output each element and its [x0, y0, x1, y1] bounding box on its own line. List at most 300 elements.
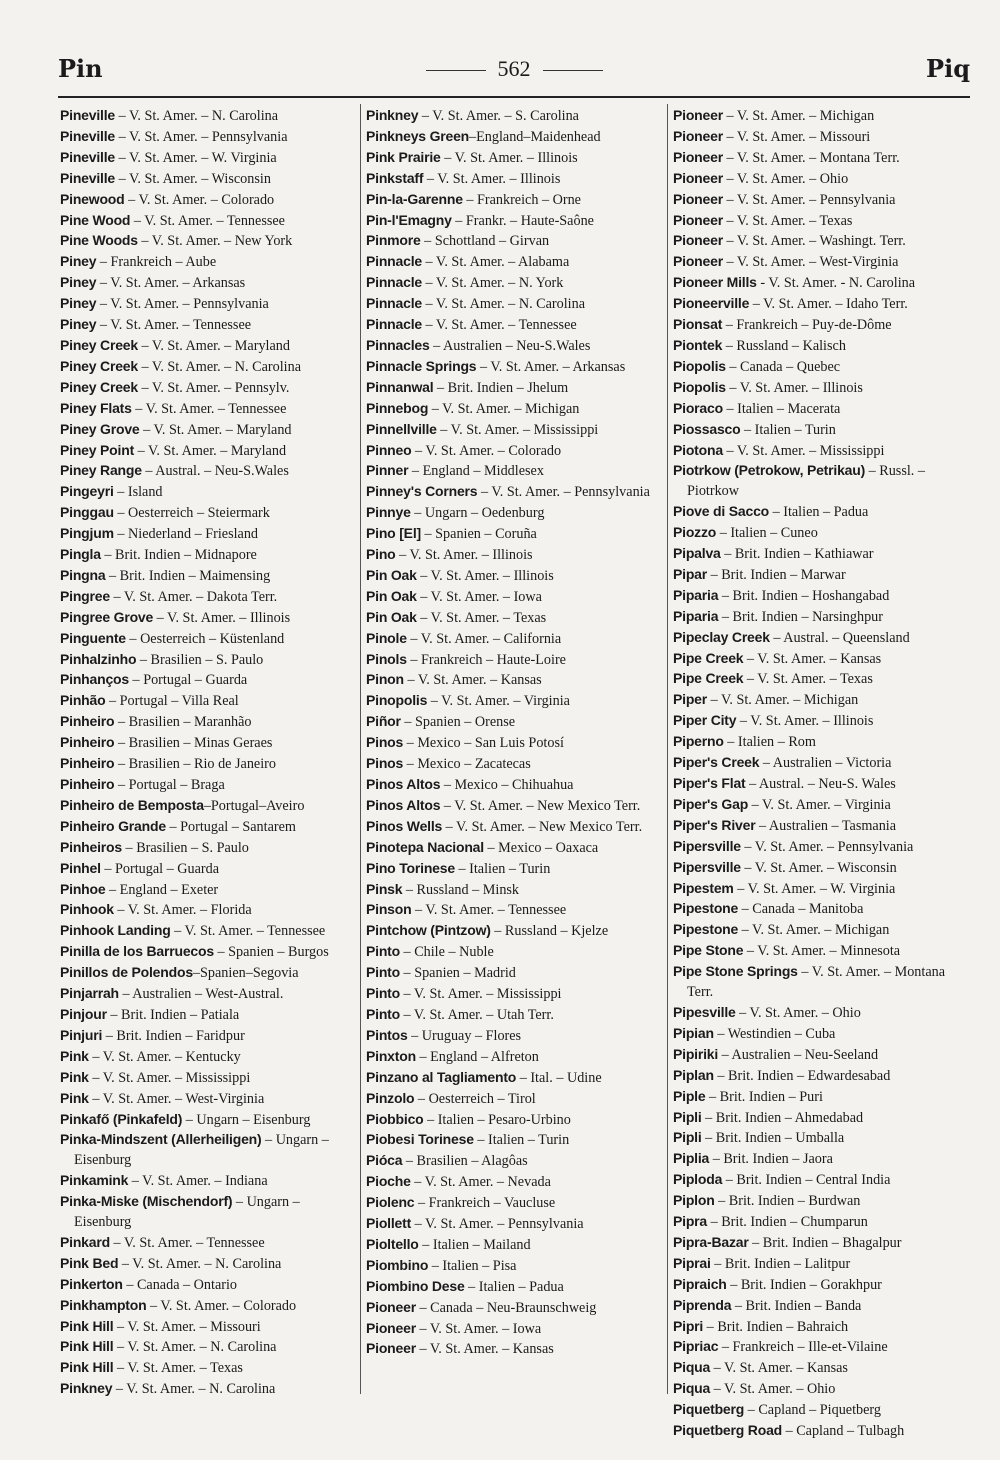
- place-location: – V. St. Amer. – Texas: [743, 671, 873, 688]
- place-name: Pinos: [366, 734, 404, 751]
- gazetteer-entry: [366, 503, 662, 524]
- gazetteer-entry: [673, 294, 967, 315]
- place-location: – Mexico – San Luis Potosí: [403, 735, 564, 752]
- gazetteer-entry: [60, 608, 352, 629]
- gazetteer-entry: [60, 670, 352, 691]
- place-location: – Niederland – Friesland: [113, 526, 259, 543]
- gazetteer-entry: [60, 1068, 352, 1089]
- place-name: Piper City: [673, 712, 737, 729]
- place-location: – V. St. Amer. – Wisconsin: [115, 170, 271, 187]
- place-location: – Oesterreich – Küstenland: [125, 630, 285, 647]
- place-name: Piombino Dese: [366, 1277, 465, 1294]
- place-location: – Brit. Indien – Jaora: [709, 1151, 833, 1168]
- gazetteer-entry: [366, 838, 662, 859]
- place-location: – Russland – Minsk: [402, 881, 520, 898]
- place-location: – V. St. Amer. – Illinois: [725, 379, 863, 396]
- place-location: – Brit. Indien – Patiala: [106, 1006, 240, 1023]
- place-location: – Portugal – Villa Real: [105, 693, 239, 710]
- gazetteer-entry: [673, 816, 967, 837]
- place-location: – Austral. – Queensland: [769, 629, 910, 646]
- gazetteer-entry: [60, 691, 352, 712]
- place-location: - V. St. Amer. - N. Carolina: [756, 275, 916, 292]
- place-location: – Schottland – Girvan: [420, 233, 550, 250]
- place-name: Pipiriki: [673, 1045, 719, 1062]
- gazetteer-entry: [366, 1193, 662, 1214]
- gazetteer-entry: [60, 461, 352, 482]
- place-location: – Brasilien – Maranhão: [114, 714, 252, 731]
- place-location: – England – Alfreton: [415, 1048, 539, 1065]
- gazetteer-entry: [366, 629, 662, 650]
- gazetteer-entry: [60, 984, 352, 1005]
- place-name: Pipian: [673, 1024, 714, 1041]
- gazetteer-entry: [366, 169, 662, 190]
- place-name: Piney Range: [60, 462, 142, 479]
- place-location: – V. St. Amer. – Colorado: [411, 442, 562, 459]
- place-location: – V. St. Amer. – Minnesota: [743, 943, 901, 960]
- place-name: Pinto: [366, 943, 400, 960]
- gazetteer-entry: [366, 190, 662, 211]
- place-location: – Spanien – Orense: [400, 714, 516, 731]
- place-location: – Chile – Nuble: [400, 944, 494, 961]
- gazetteer-entry: [673, 732, 967, 753]
- gazetteer-entry: [60, 1089, 352, 1110]
- gazetteer-entry: [673, 607, 967, 628]
- place-name: Piney Flats: [60, 399, 132, 416]
- place-name: Pipestem: [673, 879, 734, 896]
- place-name: Pipra-Bazar: [673, 1233, 749, 1250]
- place-location: – Brit. Indien – Jhelum: [433, 379, 569, 396]
- gazetteer-entry: [366, 712, 662, 733]
- place-name: Piotona: [673, 441, 723, 458]
- gazetteer-entry: [366, 775, 662, 796]
- place-name: Pintos: [366, 1026, 408, 1043]
- place-name: Pinillos de Polendos: [60, 964, 193, 981]
- gazetteer-entry: [673, 441, 967, 462]
- place-location: – V. St. Amer. – New Mexico Terr.: [440, 797, 641, 814]
- place-name: Pinopolis: [366, 692, 428, 709]
- place-location: – Brit. Indien – Umballa: [701, 1130, 845, 1147]
- place-name: Pino [El]: [366, 525, 421, 542]
- place-location: – V. St. Amer. – Wisconsin: [740, 859, 897, 876]
- place-name: Pinheiro: [60, 713, 115, 730]
- header-dash-left: [426, 70, 486, 71]
- header-rule: [58, 96, 970, 98]
- place-name: Pinney's Corners: [366, 483, 478, 500]
- gazetteer-entry: [60, 1047, 352, 1068]
- place-name: Piparia: [673, 586, 719, 603]
- place-location: – V. St. Amer. – Pennsylvania: [477, 484, 650, 501]
- place-name: Pinner: [366, 462, 409, 479]
- column-3: [673, 106, 967, 1442]
- gazetteer-entry: [673, 858, 967, 879]
- place-location: – V. St. Amer. – Texas: [113, 1360, 243, 1377]
- place-name: Pineville: [60, 107, 116, 123]
- place-location: – V. St. Amer. – New York: [137, 233, 293, 250]
- gazetteer-entry: [673, 399, 967, 420]
- gazetteer-entry: [60, 1005, 352, 1026]
- place-location: – Mexico – Zacatecas: [403, 756, 531, 773]
- place-location: – Brit. Indien – Burdwan: [714, 1193, 861, 1210]
- running-head-left: Pin: [58, 54, 103, 83]
- place-name: Piplan: [673, 1066, 714, 1083]
- place-location: – Australien – Tasmania: [755, 817, 897, 834]
- place-name: Piple: [673, 1087, 706, 1104]
- place-location: – V. St. Amer. – Texas: [722, 212, 853, 229]
- place-location: – V. St. Amer. – Ohio: [735, 1004, 861, 1021]
- place-location: – V. St. Amer. – Pennsylvania: [722, 191, 896, 208]
- page-number-block: [58, 56, 970, 82]
- place-location: – Brit. Indien – Bhagalpur: [748, 1234, 902, 1251]
- gazetteer-entry: [60, 252, 352, 273]
- place-name: Piollett: [366, 1215, 412, 1232]
- place-location: – Canada – Neu-Braunschweig: [415, 1299, 597, 1316]
- place-name: Piney: [60, 253, 97, 270]
- place-location: – Australien – West-Austral.: [118, 986, 284, 1003]
- place-name: Pinkard: [60, 1233, 110, 1250]
- gazetteer-entry: [366, 566, 662, 587]
- place-location: –England–Maidenhead: [469, 128, 601, 145]
- place-location: – Russl. – Piotrkow: [687, 463, 925, 500]
- place-location: – V. St. Amer. – N. Carolina: [118, 1255, 282, 1272]
- gazetteer-entry: [60, 441, 352, 462]
- place-location: – Canada – Quebec: [725, 358, 841, 375]
- place-name: Pinjuri: [60, 1026, 103, 1043]
- place-location: – V. St. Amer. – W. Virginia: [115, 149, 277, 166]
- place-location: – V. St. Amer. – S. Carolina: [418, 108, 579, 124]
- gazetteer-entry: [673, 899, 967, 920]
- place-name: Pinto: [366, 985, 400, 1002]
- place-location: – V. St. Amer. – Dakota Terr.: [109, 588, 278, 605]
- place-location: – Frankr. – Haute-Saône: [451, 212, 594, 229]
- gazetteer-entry: [366, 733, 662, 754]
- place-location: – Frankreich – Orne: [462, 191, 581, 208]
- place-name: Pinkhampton: [60, 1296, 147, 1313]
- place-location: – Brasilien – S. Paulo: [136, 651, 264, 668]
- place-name: Piotrkow (Petrokow, Petrikau): [673, 462, 866, 479]
- place-location: – Portugal – Santarem: [165, 818, 296, 835]
- place-name: Pinheiro Grande: [60, 817, 166, 834]
- place-name: Pinotepa Nacional: [366, 838, 484, 855]
- place-location: – V. St. Amer. – Indiana: [128, 1173, 268, 1190]
- place-location: – Australien – Victoria: [759, 755, 892, 772]
- place-name: Pineville: [60, 148, 116, 165]
- place-location: – V. St. Amer. – Florida: [113, 902, 252, 919]
- place-location: – Ungarn – Oedenburg: [410, 505, 545, 522]
- gazetteer-entry: [366, 608, 662, 629]
- place-location: – V. St. Amer. – Missouri: [722, 128, 871, 145]
- place-location: – Italien – Cuneo: [716, 525, 818, 542]
- gazetteer-entry: [673, 1212, 967, 1233]
- gazetteer-entry: [366, 1172, 662, 1193]
- place-name: Pipraich: [673, 1275, 727, 1292]
- gazetteer-entry: [60, 712, 352, 733]
- gazetteer-entry: [673, 774, 967, 795]
- place-name: Piper's Gap: [673, 795, 749, 812]
- place-location: – V. St. Amer. – Kansas: [743, 650, 882, 667]
- place-name: Pipli: [673, 1129, 702, 1146]
- gazetteer-entry: [366, 357, 662, 378]
- place-name: Pipe Stone: [673, 942, 744, 959]
- gazetteer-entry: [60, 796, 352, 817]
- gazetteer-entry: [60, 315, 352, 336]
- place-location: – V. St. Amer. – Texas: [416, 609, 547, 626]
- place-location: – V. St. Amer. – Maryland: [139, 421, 292, 438]
- gazetteer-entry: [673, 1108, 967, 1129]
- place-name: Piombino: [366, 1256, 429, 1273]
- place-location: – Oesterreich – Tirol: [414, 1090, 536, 1107]
- place-location: – Italien – Turin: [454, 860, 551, 877]
- place-location: – Mexico – Oaxaca: [483, 839, 599, 856]
- place-location: – Brit. Indien – Lalitpur: [710, 1255, 851, 1272]
- place-location: – Australien – Neu-S.Wales: [429, 337, 591, 354]
- place-location: – Brit. Indien – Gorakhpur: [726, 1276, 882, 1293]
- gazetteer-entry: [673, 1421, 967, 1442]
- gazetteer-entry: [366, 1277, 662, 1298]
- place-location: – Brit. Indien – Narsinghpur: [718, 608, 884, 625]
- place-location: – Italien – Mailand: [418, 1236, 531, 1253]
- gazetteer-entry: [673, 1358, 967, 1379]
- place-name: Pioneer: [673, 169, 723, 186]
- gazetteer-entry: [60, 231, 352, 252]
- place-name: Piprenda: [673, 1296, 732, 1313]
- gazetteer-entry: [60, 587, 352, 608]
- place-name: Pipersville: [673, 858, 741, 875]
- place-location: – V. St. Amer. – Mississippi: [88, 1069, 251, 1086]
- place-name: Pinnacle Springs: [366, 357, 477, 374]
- gazetteer-entry: [366, 984, 662, 1005]
- place-name: Piquetberg Road: [673, 1422, 783, 1439]
- place-location: – Brit. Indien – Banda: [731, 1297, 862, 1314]
- gazetteer-entry: [366, 942, 662, 963]
- gazetteer-entry: [366, 336, 662, 357]
- gazetteer-entry: [60, 190, 352, 211]
- place-name: Pipar: [673, 565, 708, 582]
- gazetteer-entry: [673, 1400, 967, 1421]
- gazetteer-entry: [673, 273, 967, 294]
- place-name: Piney: [60, 316, 97, 333]
- gazetteer-entry: [60, 629, 352, 650]
- place-name: Piper's River: [673, 816, 756, 833]
- header-dash-right: [543, 70, 603, 71]
- place-name: Pioneer Mills: [673, 274, 757, 291]
- gazetteer-entry: [60, 399, 352, 420]
- place-name: Pinnanwal: [366, 378, 434, 395]
- place-location: – Canada – Manitoba: [738, 901, 864, 918]
- gazetteer-entry: [673, 1275, 967, 1296]
- place-location: – Italien – Padua: [769, 504, 869, 521]
- place-name: Pipe Creek: [673, 670, 744, 687]
- place-location: – V. St. Amer. – Tennessee: [411, 902, 567, 919]
- gazetteer-entry: [60, 775, 352, 796]
- gazetteer-entry: [673, 690, 967, 711]
- place-name: Piqua: [673, 1359, 711, 1376]
- place-name: Pino Torinese: [366, 859, 455, 876]
- place-name: Pineville: [60, 169, 116, 186]
- place-location: – V. St. Amer. – Tennessee: [130, 212, 285, 229]
- place-name: Pinnacle: [366, 274, 422, 291]
- place-location: – Ungarn – Eisenburg: [74, 1194, 300, 1231]
- place-location: – V. St. Amer. – Ohio: [722, 170, 849, 187]
- place-name: Pioneer: [673, 232, 723, 249]
- place-name: Piney Point: [60, 441, 135, 458]
- gazetteer-entry: [366, 650, 662, 671]
- place-name: Pioltello: [366, 1235, 419, 1252]
- column-divider: [667, 104, 668, 1394]
- place-location: – Brit. Indien – Puri: [705, 1088, 823, 1105]
- gazetteer-entry: [673, 169, 967, 190]
- gazetteer-entry: [366, 1319, 662, 1340]
- place-name: Piqua: [673, 1380, 711, 1397]
- gazetteer-entry: [673, 252, 967, 273]
- place-name: Pipestone: [673, 921, 739, 938]
- place-location: – England – Middlesex: [408, 463, 544, 480]
- gazetteer-entry: [366, 900, 662, 921]
- gazetteer-entry: [60, 1130, 352, 1171]
- place-location: – Australien – Neu-Seeland: [718, 1046, 879, 1063]
- place-location: – Italien – Padua: [464, 1278, 564, 1295]
- gazetteer-entry: [60, 880, 352, 901]
- place-name: Pinka-Miske (Mischendorf): [60, 1193, 233, 1210]
- gazetteer-entry: [60, 921, 352, 942]
- gazetteer-entry: [366, 482, 662, 503]
- place-location: – Brit. Indien – Ahmedabad: [701, 1109, 864, 1126]
- place-location: – Portugal – Guarda: [129, 672, 248, 689]
- place-location: – Ungarn – Eisenburg: [74, 1132, 329, 1169]
- place-name: Pipriac: [673, 1338, 719, 1355]
- gazetteer-entry: [60, 524, 352, 545]
- place-location: – V. St. Amer. – Arkansas: [96, 275, 246, 292]
- place-location: – V. St. Amer. – Idaho Terr.: [749, 296, 908, 313]
- place-location: – V. St. Amer. – Missouri: [113, 1318, 261, 1335]
- place-name: Pink Hill: [60, 1338, 114, 1355]
- place-location: – Brit. Indien – Chumparun: [707, 1214, 868, 1231]
- gazetteer-entry: [366, 441, 662, 462]
- gazetteer-entry: [60, 963, 352, 984]
- place-location: – Frankreich – Haute-Loire: [406, 651, 566, 668]
- gazetteer-entry: [673, 1170, 967, 1191]
- gazetteer-entry: [673, 190, 967, 211]
- place-name: Pinkamink: [60, 1172, 129, 1189]
- place-name: Pinkstaff: [366, 169, 424, 186]
- place-name: Pinheiro de Bemposta: [60, 796, 204, 813]
- place-location: – V. St. Amer. – N. Carolina: [115, 108, 279, 124]
- place-name: Pingjum: [60, 525, 114, 542]
- place-location: – V. St. Amer. – Mississippi: [400, 986, 562, 1003]
- place-location: – V. St. Amer. – Colorado: [124, 191, 275, 208]
- place-location: – Italien – Macerata: [722, 400, 841, 417]
- gazetteer-entry: [673, 315, 967, 336]
- place-name: Pinhanços: [60, 671, 129, 688]
- place-name: Pinilla de los Barruecos: [60, 943, 214, 960]
- gazetteer-entry: [673, 1024, 967, 1045]
- gazetteer-entry: [673, 1233, 967, 1254]
- gazetteer-entry: [366, 524, 662, 545]
- place-name: Pinka-Mindszent (Allerheiligen): [60, 1131, 262, 1148]
- gazetteer-entry: [673, 106, 967, 127]
- gazetteer-entry: [366, 148, 662, 169]
- place-name: Pinneo: [366, 441, 412, 458]
- place-location: – V. St. Amer. – Tennessee: [109, 1234, 265, 1251]
- place-name: Pink: [60, 1047, 89, 1064]
- gazetteer-entry: [673, 1317, 967, 1338]
- place-location: – V. St. Amer. – N. Carolina: [112, 1381, 276, 1398]
- place-name: Pinheiro: [60, 776, 115, 792]
- place-location: – V. St. Amer. – Tennessee: [96, 317, 252, 334]
- place-name: Pipersville: [673, 837, 741, 854]
- gazetteer-entry: [60, 817, 352, 838]
- place-name: Piove di Sacco: [673, 503, 770, 520]
- gazetteer-entry: [60, 754, 352, 775]
- gazetteer-entry: [60, 1317, 352, 1338]
- gazetteer-entry: [366, 1089, 662, 1110]
- gazetteer-entry: [673, 461, 967, 502]
- place-name: Pinggau: [60, 504, 114, 521]
- place-name: Pinewood: [60, 190, 125, 207]
- place-name: Pioneer: [366, 1319, 416, 1336]
- place-location: – Brit. Indien – Kathiawar: [720, 546, 874, 563]
- place-location: – Brit. Indien – Edwardesabad: [713, 1067, 891, 1084]
- place-name: Piperno: [673, 733, 724, 750]
- gazetteer-entry: [673, 879, 967, 900]
- gazetteer-entry: [673, 357, 967, 378]
- gazetteer-entry: [60, 1026, 352, 1047]
- place-name: Pineville: [60, 127, 116, 144]
- place-name: Pioneer: [673, 211, 723, 228]
- gazetteer-entry: [673, 920, 967, 941]
- place-name: Pinnye: [366, 504, 411, 521]
- place-location: – Frankreich – Vaucluse: [414, 1195, 556, 1212]
- place-name: Pine Woods: [60, 232, 138, 249]
- gazetteer-entry: [673, 669, 967, 690]
- place-location: – V. St. Amer. – Illinois: [423, 170, 561, 187]
- gazetteer-entry: [60, 169, 352, 190]
- place-name: Pinhel: [60, 859, 101, 876]
- place-name: Pine Wood: [60, 211, 131, 228]
- place-location: – Spanien – Coruña: [420, 526, 537, 543]
- gazetteer-entry: [366, 1005, 662, 1026]
- place-name: Piney Creek: [60, 336, 138, 353]
- place-location: – Capland – Tulbagh: [782, 1423, 905, 1440]
- place-location: – V. St. Amer. – Mississippi: [436, 421, 599, 438]
- place-location: – V. St. Amer. – Kansas: [710, 1360, 848, 1377]
- place-name: Pinhão: [60, 692, 106, 709]
- gazetteer-entry: [60, 566, 352, 587]
- gazetteer-entry: [366, 1256, 662, 1277]
- gazetteer-entry: [60, 1379, 352, 1400]
- place-location: – V. St. Amer. – Tennessee: [131, 400, 287, 417]
- place-location: – V. St. Amer. – Illinois: [416, 567, 554, 584]
- place-location: – Ungarn – Eisenburg: [182, 1111, 311, 1128]
- place-name: Pink Bed: [60, 1254, 119, 1271]
- place-location: – V. St. Amer. – Kansas: [403, 672, 542, 689]
- gazetteer-entry: [673, 148, 967, 169]
- place-location: – V. St. Amer. – Pennsylvania: [115, 128, 288, 145]
- place-name: Pink Hill: [60, 1359, 114, 1376]
- place-name: Pipe Creek: [673, 649, 744, 666]
- gazetteer-entry: [673, 378, 967, 399]
- place-location: – England – Exeter: [105, 881, 219, 898]
- place-name: Pioneer: [673, 190, 723, 207]
- place-name: Piprai: [673, 1254, 711, 1271]
- place-name: Pioraco: [673, 399, 723, 416]
- place-location: – V. St. Amer. – N. Carolina: [421, 296, 586, 313]
- gazetteer-entry: [673, 523, 967, 544]
- place-name: Pinjarrah: [60, 985, 119, 1002]
- place-name: Pin Oak: [366, 566, 417, 583]
- column-2: [366, 106, 662, 1360]
- place-location: – V. St. Amer. – Nevada: [410, 1174, 551, 1191]
- place-location: – Russland – Kalisch: [722, 337, 846, 354]
